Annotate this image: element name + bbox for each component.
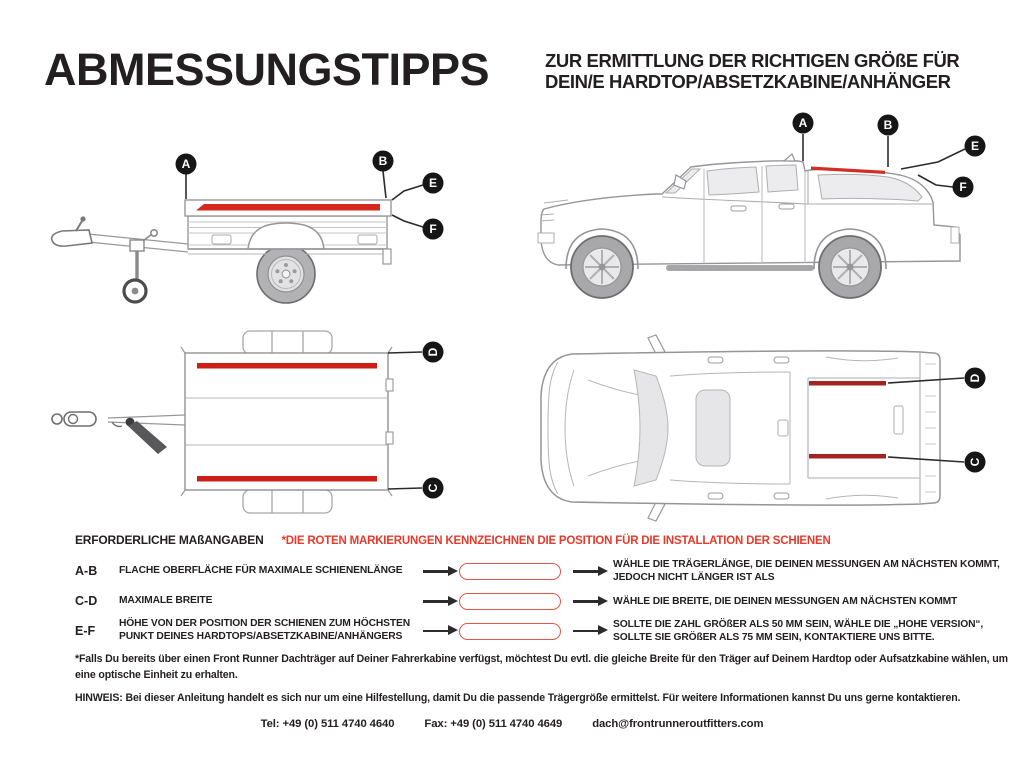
truck-top-diagram: [528, 330, 1003, 530]
door-handle: [779, 204, 794, 209]
latch: [386, 432, 393, 444]
row-hint-cd: WÄHLE DIE BREITE, DIE DEINEN MESSUNGEN AM NÄCHSTEN KOMMT: [613, 595, 958, 607]
svg-text:D: D: [968, 373, 983, 383]
label-badge-f: [953, 177, 974, 198]
label-badge-a: [793, 113, 814, 134]
svg-text:A: A: [798, 116, 808, 131]
page-title: ABMESSUNGSTIPPS: [44, 44, 490, 95]
svg-text:C: C: [968, 457, 983, 467]
trailer-top-illustration: [40, 322, 470, 532]
measurement-row-cd: [75, 593, 1007, 610]
rail-position-stripe: [809, 454, 886, 459]
red-markings-note: *DIE ROTEN MARKIERUNGEN KENNZEICHNEN DIE POSITION FÜR DIE INSTALLATION DER SCHIENEN: [281, 535, 831, 547]
label-badge-d: [965, 368, 986, 389]
row-hint-ef: SOLLTE DIE ZAHL GRÖßER ALS 50 MM SEIN, WÄHLE DIE „HOHE VERSION“, SOLLTE SIE GRÖßER ALS 75 MM SEIN, KONTAKTIERE UNS BITTE.: [613, 618, 984, 644]
svg-text:C: C: [426, 483, 441, 493]
rail-position-stripe: [809, 381, 886, 386]
asterisk-footnote: *Falls Du bereits über einen Front Runner Dachträger auf Deiner Fahrerkabine verfügst, möchtest Du evtl. die gleiche Breite für den Träger auf Deinem Hardtop oder Aufsatzkabine wählen, um eine optische Einheit zu erhalten.: [75, 653, 1008, 681]
label-badge-f: [423, 219, 444, 240]
svg-text:B: B: [883, 118, 893, 133]
arrow-right-icon: [423, 570, 449, 573]
roof-antenna: [784, 154, 795, 161]
label-badge-c: [423, 478, 444, 499]
trailer-hitch-coupler: [52, 216, 92, 246]
trailer-taillight: [383, 249, 391, 264]
label-connectors: [388, 352, 422, 489]
truck-top-body: [541, 351, 940, 505]
trailer-side-illustration: [42, 128, 462, 323]
measurement-input-ab[interactable]: [459, 563, 561, 580]
running-board: [666, 265, 814, 271]
label-badge-b: [878, 115, 899, 136]
row-label-ef: HÖHE VON DER POSITION DER SCHIENEN ZUM HÖCHSTEN PUNKT DEINES HARDTOPS/ABSETZKABINE/ANHÄNGERS: [119, 618, 411, 643]
measurement-row-ef: [75, 618, 1007, 645]
row-key-ef: E-F: [75, 624, 96, 639]
measurements-section: [75, 533, 1007, 645]
svg-text:D: D: [426, 347, 441, 357]
side-mirror: [648, 502, 665, 521]
svg-text:E: E: [970, 139, 980, 154]
label-badge-b: [373, 151, 394, 172]
page-subtitle: [545, 50, 965, 93]
measurement-rows: [75, 558, 1007, 645]
taillight: [951, 227, 959, 243]
arrow-right-icon: [573, 600, 599, 603]
truck-wheel-rear: [819, 236, 881, 298]
high-mount-light: [778, 420, 788, 436]
trailer-top-diagram: [40, 322, 470, 532]
label-badge-e: [965, 136, 986, 157]
side-mirror: [648, 335, 665, 354]
svg-text:F: F: [429, 222, 437, 237]
measurement-input-ef[interactable]: [459, 623, 561, 640]
row-label-ab: FLACHE OBERFLÄCHE FÜR MAXIMALE SCHIENENLÄNGE: [119, 564, 403, 576]
row-label-cd: MAXIMALE BREITE: [119, 594, 213, 606]
label-badge-e: [423, 173, 444, 194]
contact-tel: Tel: +49 (0) 511 4740 4640: [260, 718, 395, 730]
contact-email: dach@frontrunneroutfitters.com: [592, 718, 764, 730]
truck-wheel-front: [571, 236, 633, 298]
latch: [386, 379, 393, 391]
arrow-right-icon: [573, 630, 599, 633]
sunroof: [696, 390, 730, 466]
rail-position-stripe: [197, 476, 377, 482]
hinweis-note: HINWEIS: Bei dieser Anleitung handelt es sich nur um eine Hilfestellung, damit Du die passende Trägergröße ermittelst. Für weitere Informationen kannst Du uns gerne kontaktieren.: [75, 692, 961, 704]
row-hint-ab: WÄHLE DIE TRÄGERLÄNGE, DIE DEINEN MESSUNGEN AM NÄCHSTEN KOMMT, JEDOCH NICHT LÄNGER IST ALS: [613, 559, 1000, 584]
truck-top-illustration: [528, 330, 1003, 530]
trailer-tongue: [108, 415, 185, 425]
svg-text:F: F: [959, 180, 967, 195]
arrow-right-icon: [423, 600, 449, 603]
door-handle: [708, 493, 723, 499]
door-handle: [731, 206, 746, 211]
front-bumper-detail: [538, 233, 554, 243]
svg-text:A: A: [181, 157, 191, 172]
label-badge-d: [423, 342, 444, 363]
label-badge-c: [965, 452, 986, 473]
door-handle: [774, 493, 789, 499]
trailer-side-diagram: [42, 128, 462, 323]
contact-bar: [0, 718, 1024, 730]
contact-fax: Fax: +49 (0) 511 4740 4649: [424, 718, 563, 730]
subtitle-line-1: ZUR ERMITTLUNG DER RICHTIGEN GRÖßE FÜR: [545, 50, 960, 71]
rail-position-stripe: [196, 204, 380, 211]
truck-side-illustration: [528, 105, 1003, 310]
rail-position-stripe: [197, 363, 377, 369]
arrow-right-icon: [573, 570, 599, 573]
arrow-right-icon: [423, 630, 449, 633]
row-key-ab: A-B: [75, 564, 98, 579]
label-badge-a: [176, 154, 197, 175]
row-key-cd: C-D: [75, 594, 98, 609]
truck-side-diagram: [528, 105, 1003, 310]
measurement-input-cd[interactable]: [459, 593, 561, 610]
svg-text:E: E: [428, 176, 438, 191]
trailer-bed: [185, 353, 388, 490]
door-handle: [774, 357, 789, 363]
measurements-header: [75, 533, 1007, 547]
measurements-heading: ERFORDERLICHE MAßANGABEN: [75, 533, 264, 547]
door-handle: [708, 357, 723, 363]
measurement-row-ab: [75, 558, 1007, 585]
svg-text:B: B: [378, 154, 388, 169]
bed-accessory: [894, 406, 903, 434]
trailer-hitch-coupler: [52, 412, 96, 426]
subtitle-line-2: DEIN/E HARDTOP/ABSETZKABINE/ANHÄNGER: [545, 71, 951, 93]
